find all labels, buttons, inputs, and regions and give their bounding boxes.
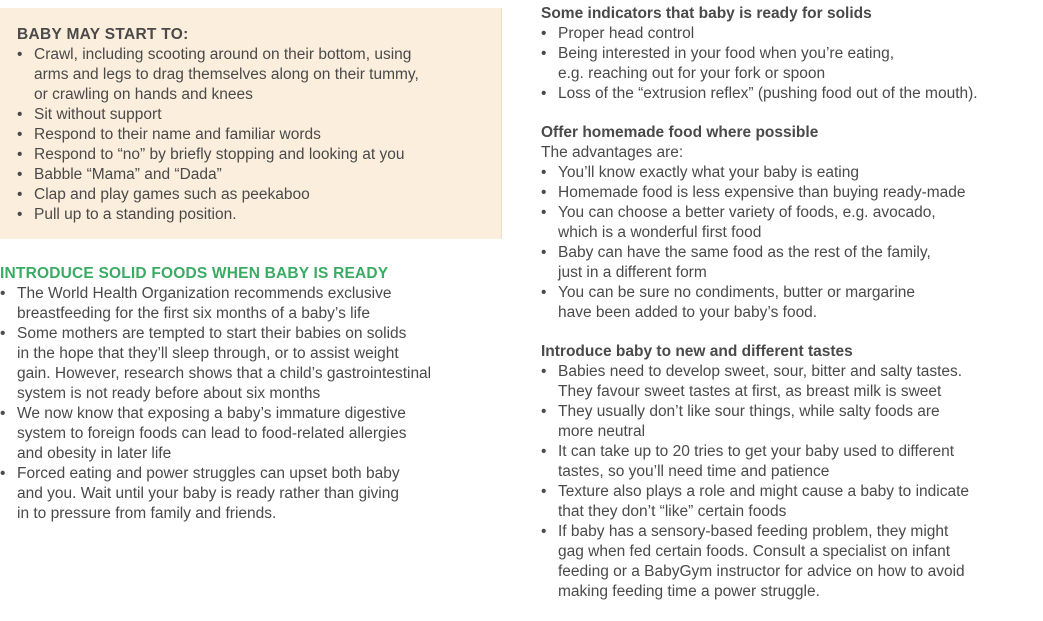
- list-item-line: They favour sweet tastes at first, as breast milk is sweet: [558, 383, 942, 400]
- list-item: [17, 165, 483, 185]
- milestones-box: [0, 8, 502, 239]
- list-item-line: breastfeeding for the first six months of a baby’s life: [17, 305, 370, 322]
- homemade-intro: The advantages are:: [541, 144, 684, 161]
- list-item-line: • Babies need to develop sweet, sour, bitter and salty tastes.: [558, 363, 963, 380]
- list-item: [541, 243, 1041, 283]
- list-item-line: • You can be sure no condiments, butter or margarine: [558, 284, 915, 301]
- list-item: [17, 45, 483, 105]
- list-item-line: • Some mothers are tempted to start their babies on solids: [17, 325, 407, 342]
- list-item-line: and you. Wait until your baby is ready rather than giving: [17, 485, 399, 502]
- list-item: [541, 442, 1041, 482]
- list-item-line: • Baby can have the same food as the rest of the family,: [558, 244, 931, 261]
- list-item-line: • Respond to their name and familiar words: [34, 126, 321, 143]
- list-item-line: gain. However, research shows that a child’s gastrointestinal: [17, 365, 432, 382]
- list-item: [0, 284, 495, 324]
- list-item: [17, 185, 483, 205]
- list-item: [17, 105, 483, 125]
- tastes-list: [541, 362, 1041, 602]
- list-item-line: or crawling on hands and knees: [34, 86, 253, 103]
- list-item-line: • Respond to “no” by briefly stopping and looking at you: [34, 146, 405, 163]
- list-item-line: • Crawl, including scooting around on their bottom, using: [34, 46, 412, 63]
- list-item-line: • They usually don’t like sour things, while salty foods are: [558, 403, 940, 420]
- list-item-line: e.g. reaching out for your fork or spoon: [558, 65, 826, 82]
- homemade-list: [541, 163, 1041, 323]
- list-item: [541, 163, 1041, 183]
- list-item-line: • Clap and play games such as peekaboo: [34, 186, 310, 203]
- list-item-line: system to foreign foods can lead to food-related allergies: [17, 425, 407, 442]
- list-item-line: • Proper head control: [558, 25, 695, 42]
- tastes-section: [541, 342, 1041, 602]
- list-item: [0, 324, 495, 404]
- list-item: [17, 125, 483, 145]
- homemade-section: [541, 123, 1041, 323]
- list-item-line: which is a wonderful first food: [558, 224, 762, 241]
- list-item-line: in to pressure from family and friends.: [17, 505, 277, 522]
- solid-foods-heading: INTRODUCE SOLID FOODS WHEN BABY IS READY: [0, 265, 389, 282]
- list-item-line: • We now know that exposing a baby’s immature digestive: [17, 405, 406, 422]
- list-item: [17, 145, 483, 165]
- list-item-line: tastes, so you’ll need time and patience: [558, 463, 830, 480]
- list-item: [541, 283, 1041, 323]
- list-item-line: • The World Health Organization recommends exclusive: [17, 285, 392, 302]
- list-item-line: and obesity in later life: [17, 445, 172, 462]
- indicators-list: [541, 24, 1041, 104]
- list-item-line: arms and legs to drag themselves along on their tummy,: [34, 66, 419, 83]
- solid-foods-section: [0, 264, 495, 524]
- milestones-heading: BABY MAY START TO:: [17, 26, 189, 43]
- list-item-line: more neutral: [558, 423, 646, 440]
- list-item-line: • Texture also plays a role and might cause a baby to indicate: [558, 483, 969, 500]
- list-item: [17, 205, 483, 225]
- solid-foods-list: [0, 284, 495, 524]
- list-item: [541, 24, 1041, 44]
- list-item-line: • Babble “Mama” and “Dada”: [34, 166, 222, 183]
- right-column: [541, 4, 1041, 621]
- list-item-line: making feeding time a power struggle.: [558, 583, 820, 600]
- list-item-line: • Sit without support: [34, 106, 162, 123]
- list-item-line: • Being interested in your food when you’re eating,: [558, 45, 895, 62]
- list-item-line: gag when fed certain foods. Consult a specialist on infant: [558, 543, 951, 560]
- list-item: [541, 362, 1041, 402]
- list-item-line: that they don’t “like” certain foods: [558, 503, 787, 520]
- list-item: [541, 203, 1041, 243]
- indicators-heading: Some indicators that baby is ready for solids: [541, 5, 872, 22]
- list-item-line: • Forced eating and power struggles can upset both baby: [17, 465, 400, 482]
- list-item: [541, 522, 1041, 602]
- homemade-heading: Offer homemade food where possible: [541, 124, 819, 141]
- indicators-section: [541, 4, 1041, 104]
- tastes-heading: Introduce baby to new and different tastes: [541, 343, 853, 360]
- list-item-line: • If baby has a sensory-based feeding problem, they might: [558, 523, 949, 540]
- list-item-line: just in a different form: [558, 264, 707, 281]
- list-item: [0, 464, 495, 524]
- list-item: [541, 402, 1041, 442]
- list-item: [0, 404, 495, 464]
- list-item-line: • Pull up to a standing position.: [34, 206, 237, 223]
- list-item-line: system is not ready before about six months: [17, 385, 321, 402]
- list-item: [541, 183, 1041, 203]
- list-item-line: have been added to your baby’s food.: [558, 304, 818, 321]
- list-item-line: • Loss of the “extrusion reflex” (pushing food out of the mouth).: [558, 85, 978, 102]
- list-item-line: • You can choose a better variety of foods, e.g. avocado,: [558, 204, 936, 221]
- list-item: [541, 84, 1041, 104]
- list-item-line: • It can take up to 20 tries to get your baby used to different: [558, 443, 955, 460]
- list-item-line: • Homemade food is less expensive than buying ready-made: [558, 184, 966, 201]
- list-item-line: • You’ll know exactly what your baby is eating: [558, 164, 859, 181]
- list-item: [541, 482, 1041, 522]
- milestones-list: [17, 45, 483, 225]
- list-item: [541, 44, 1041, 84]
- list-item-line: in the hope that they’ll sleep through, or to assist weight: [17, 345, 399, 362]
- list-item-line: feeding or a BabyGym instructor for advice on how to avoid: [558, 563, 965, 580]
